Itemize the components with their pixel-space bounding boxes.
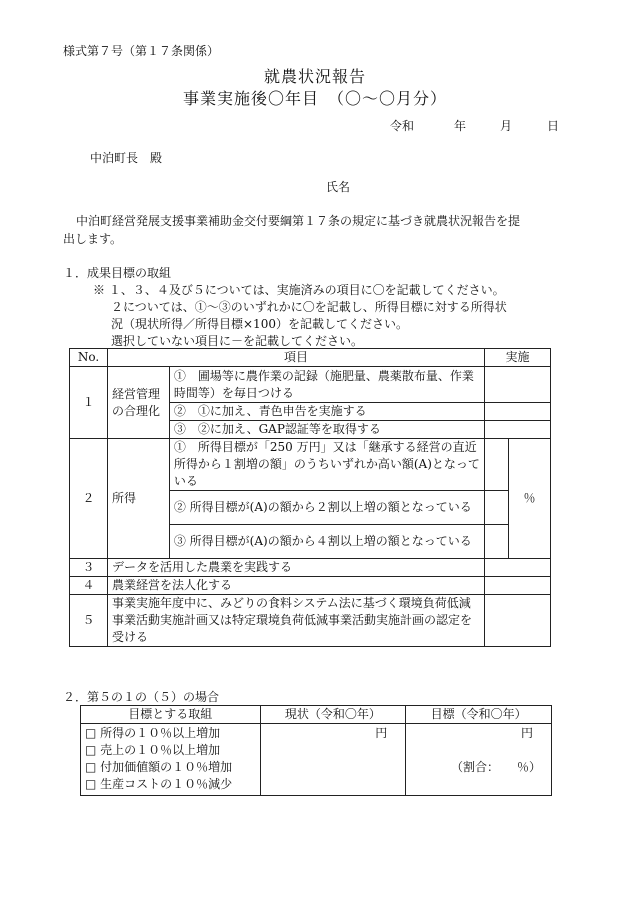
row2-category: 所得: [107, 439, 169, 559]
date-month: 月: [500, 119, 513, 133]
header-current: 現状（令和〇年）: [260, 706, 406, 724]
achievement-table: [69, 348, 551, 647]
row1-sub3-check[interactable]: [485, 421, 551, 439]
row3-text: データを活用した農業を実践する: [107, 559, 484, 577]
table-header-row: [70, 349, 551, 367]
date-day: 日: [547, 119, 560, 133]
row1-no: １: [70, 367, 108, 439]
row1-sub1: ① 圃場等に農作業の記録（施肥量、農薬散布量、作業時間等）を毎日つける: [169, 367, 484, 403]
row1-category: 経営管理の合理化: [107, 367, 169, 439]
row1-sub3: ③ ②に加え、GAP認証等を取得する: [169, 421, 484, 439]
row2-no: ２: [70, 439, 108, 559]
form-label: 様式第７号（第１７条関係）: [63, 44, 220, 58]
page-title: 就農状況報告: [263, 67, 366, 86]
section1-note-1: ※ １、３、４及び５については、実施済みの項目に〇を記載してください。: [93, 283, 505, 297]
table-row: [70, 439, 551, 491]
row2-sub3: ③ 所得目標が(A)の額から４割以上増の額となっている: [169, 525, 484, 559]
goal-option-cost[interactable]: □ 生産コストの１０％減少: [85, 777, 233, 791]
goal-option-sales[interactable]: □ 売上の１０％以上増加: [85, 743, 221, 757]
row5-no: ５: [70, 595, 108, 647]
goal-options: [81, 724, 261, 796]
table-row: [70, 595, 551, 647]
table-row: [70, 367, 551, 403]
row2-sub1: ① 所得目標が「250 万円」又は「継承する経営の直近所得から１割増の額」のうちいずれか高い額(A)となっている: [169, 439, 484, 491]
target-unit: 円: [520, 726, 533, 740]
row3-check[interactable]: [485, 559, 551, 577]
current-value-cell[interactable]: [260, 724, 406, 796]
header-item: 項目: [107, 349, 484, 367]
row2-sub1-check[interactable]: [485, 439, 509, 491]
intro-line-2: 出します。: [63, 232, 123, 246]
table-row: [70, 559, 551, 577]
page-subtitle: 事業実施後〇年目 （〇～〇月分）: [182, 89, 447, 108]
header-target: 目標（令和〇年）: [406, 706, 552, 724]
date-era: 令和: [390, 119, 415, 133]
row1-sub2-check[interactable]: [485, 403, 551, 421]
row1-sub2: ② ①に加え、青色申告を実施する: [169, 403, 484, 421]
section1-note-3: 況（現状所得／所得目標×100）を記載してください。: [111, 317, 408, 331]
section1-note-2: ２については、①～③のいずれかに〇を記載し、所得目標に対する所得状: [111, 300, 507, 314]
header-goal: 目標とする取組: [81, 706, 261, 724]
row5-check[interactable]: [485, 595, 551, 647]
goal-option-value-added[interactable]: □ 付加価値額の１０％増加: [85, 760, 233, 774]
goal-option-income[interactable]: □ 所得の１０％以上増加: [85, 726, 221, 740]
row5-text: 事業実施年度中に、みどりの食料システム法に基づく環境負荷低減事業活動実施計画又は特定環境負荷低減事業活動実施計画の認定を受ける: [107, 595, 484, 647]
date-line: [0, 117, 630, 133]
header-done: 実施: [485, 349, 551, 367]
target-value-cell[interactable]: [406, 724, 552, 796]
name-label: 氏名: [326, 180, 351, 194]
section1-note-4: 選択していない項目に－を記載してください。: [111, 334, 364, 348]
section1-heading: １．成果目標の取組: [63, 266, 172, 280]
date-year: 年: [454, 119, 467, 133]
row3-no: ３: [70, 559, 108, 577]
table-row: [70, 577, 551, 595]
row2-percent[interactable]: ％: [509, 439, 551, 559]
table-row: [81, 724, 552, 796]
row4-text: 農業経営を法人化する: [107, 577, 484, 595]
row1-sub1-check[interactable]: [485, 367, 551, 403]
target-table: [80, 705, 552, 796]
table-header-row: [81, 706, 552, 724]
addressee: 中泊町長 殿: [90, 151, 163, 165]
current-unit: 円: [375, 726, 388, 740]
intro-line-1: 中泊町経営発展支援事業補助金交付要綱第１７条の規定に基づき就農状況報告を提: [76, 214, 521, 228]
header-no: No.: [70, 349, 108, 367]
row2-sub3-check[interactable]: [485, 525, 509, 559]
section2-heading: ２．第５の１の（５）の場合: [63, 690, 220, 704]
row4-no: ４: [70, 577, 108, 595]
target-ratio: （割合： ％）: [450, 760, 541, 774]
row4-check[interactable]: [485, 577, 551, 595]
row2-sub2-check[interactable]: [485, 491, 509, 525]
row2-sub2: ② 所得目標が(A)の額から２割以上増の額となっている: [169, 491, 484, 525]
